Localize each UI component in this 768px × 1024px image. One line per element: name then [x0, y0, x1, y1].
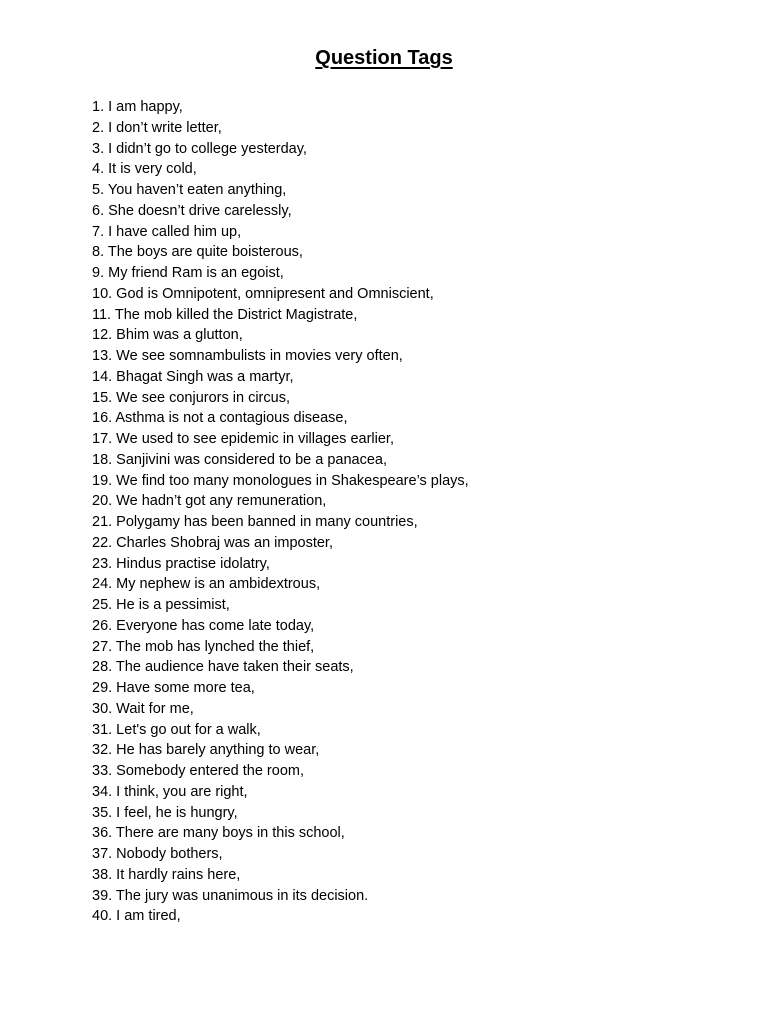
question-item: 24. My nephew is an ambidextrous,	[92, 576, 321, 593]
question-item: 23. Hindus practise idolatry,	[92, 555, 270, 572]
question-item: 33. Somebody entered the room,	[92, 763, 304, 779]
question-item: 10. God is Omnipotent, omnipresent and Omniscient,	[92, 285, 434, 302]
question-item: 19. We find too many monologues in Shakespeare’s plays,	[92, 472, 469, 489]
page-title: Question Tags	[315, 47, 453, 69]
question-item: 13. We see somnambulists in movies very often,	[92, 348, 403, 364]
question-item: 27. The mob has lynched the thief,	[92, 638, 315, 655]
question-item: 6. She doesn’t drive carelessly,	[92, 202, 292, 219]
question-item: 26. Everyone has come late today,	[92, 617, 315, 634]
question-item: 40. I am tired,	[92, 908, 181, 925]
question-item: 38. It hardly rains here,	[92, 866, 241, 883]
question-item: 3. I didn’t go to college yesterday,	[92, 140, 307, 157]
question-item: 8. The boys are quite boisterous,	[92, 244, 303, 261]
question-item: 37. Nobody bothers,	[92, 846, 223, 862]
question-list	[92, 97, 469, 927]
question-item: 31. Let's go out for a walk,	[92, 721, 261, 738]
question-item: 4. It is very cold,	[92, 161, 197, 178]
question-item: 22. Charles Shobraj was an imposter,	[92, 534, 333, 551]
question-item: 36. There are many boys in this school,	[92, 825, 345, 842]
question-item: 21. Polygamy has been banned in many countries,	[92, 514, 418, 530]
question-item: 5. You haven’t eaten anything,	[92, 182, 287, 198]
question-item: 12. Bhim was a glutton,	[92, 327, 243, 344]
question-item: 34. I think, you are right,	[92, 783, 248, 800]
question-item: 18. Sanjivini was considered to be a panacea,	[92, 451, 388, 468]
question-item: 39. The jury was unanimous in its decision.	[92, 887, 369, 904]
question-item: 11. The mob killed the District Magistrate,	[92, 306, 358, 323]
question-item: 25. He is a pessimist,	[92, 597, 230, 613]
question-item: 30. Wait for me,	[92, 700, 194, 717]
question-item: 15. We see conjurors in circus,	[92, 389, 290, 406]
question-item: 7. I have called him up,	[92, 223, 242, 240]
question-item: 16. Asthma is not a contagious disease,	[92, 410, 348, 427]
question-item: 35. I feel, he is hungry,	[92, 804, 238, 821]
question-item: 32. He has barely anything to wear,	[92, 742, 320, 759]
question-item: 9. My friend Ram is an egoist,	[92, 265, 284, 281]
question-item: 1. I am happy,	[92, 99, 183, 115]
question-item: 28. The audience have taken their seats,	[92, 659, 354, 676]
question-item: 14. Bhagat Singh was a martyr,	[92, 368, 294, 385]
question-item: 17. We used to see epidemic in villages earlier,	[92, 431, 394, 447]
question-item: 2. I don’t write letter,	[92, 119, 222, 136]
question-item: 20. We hadn’t got any remuneration,	[92, 493, 327, 510]
question-item: 29. Have some more tea,	[92, 680, 255, 696]
